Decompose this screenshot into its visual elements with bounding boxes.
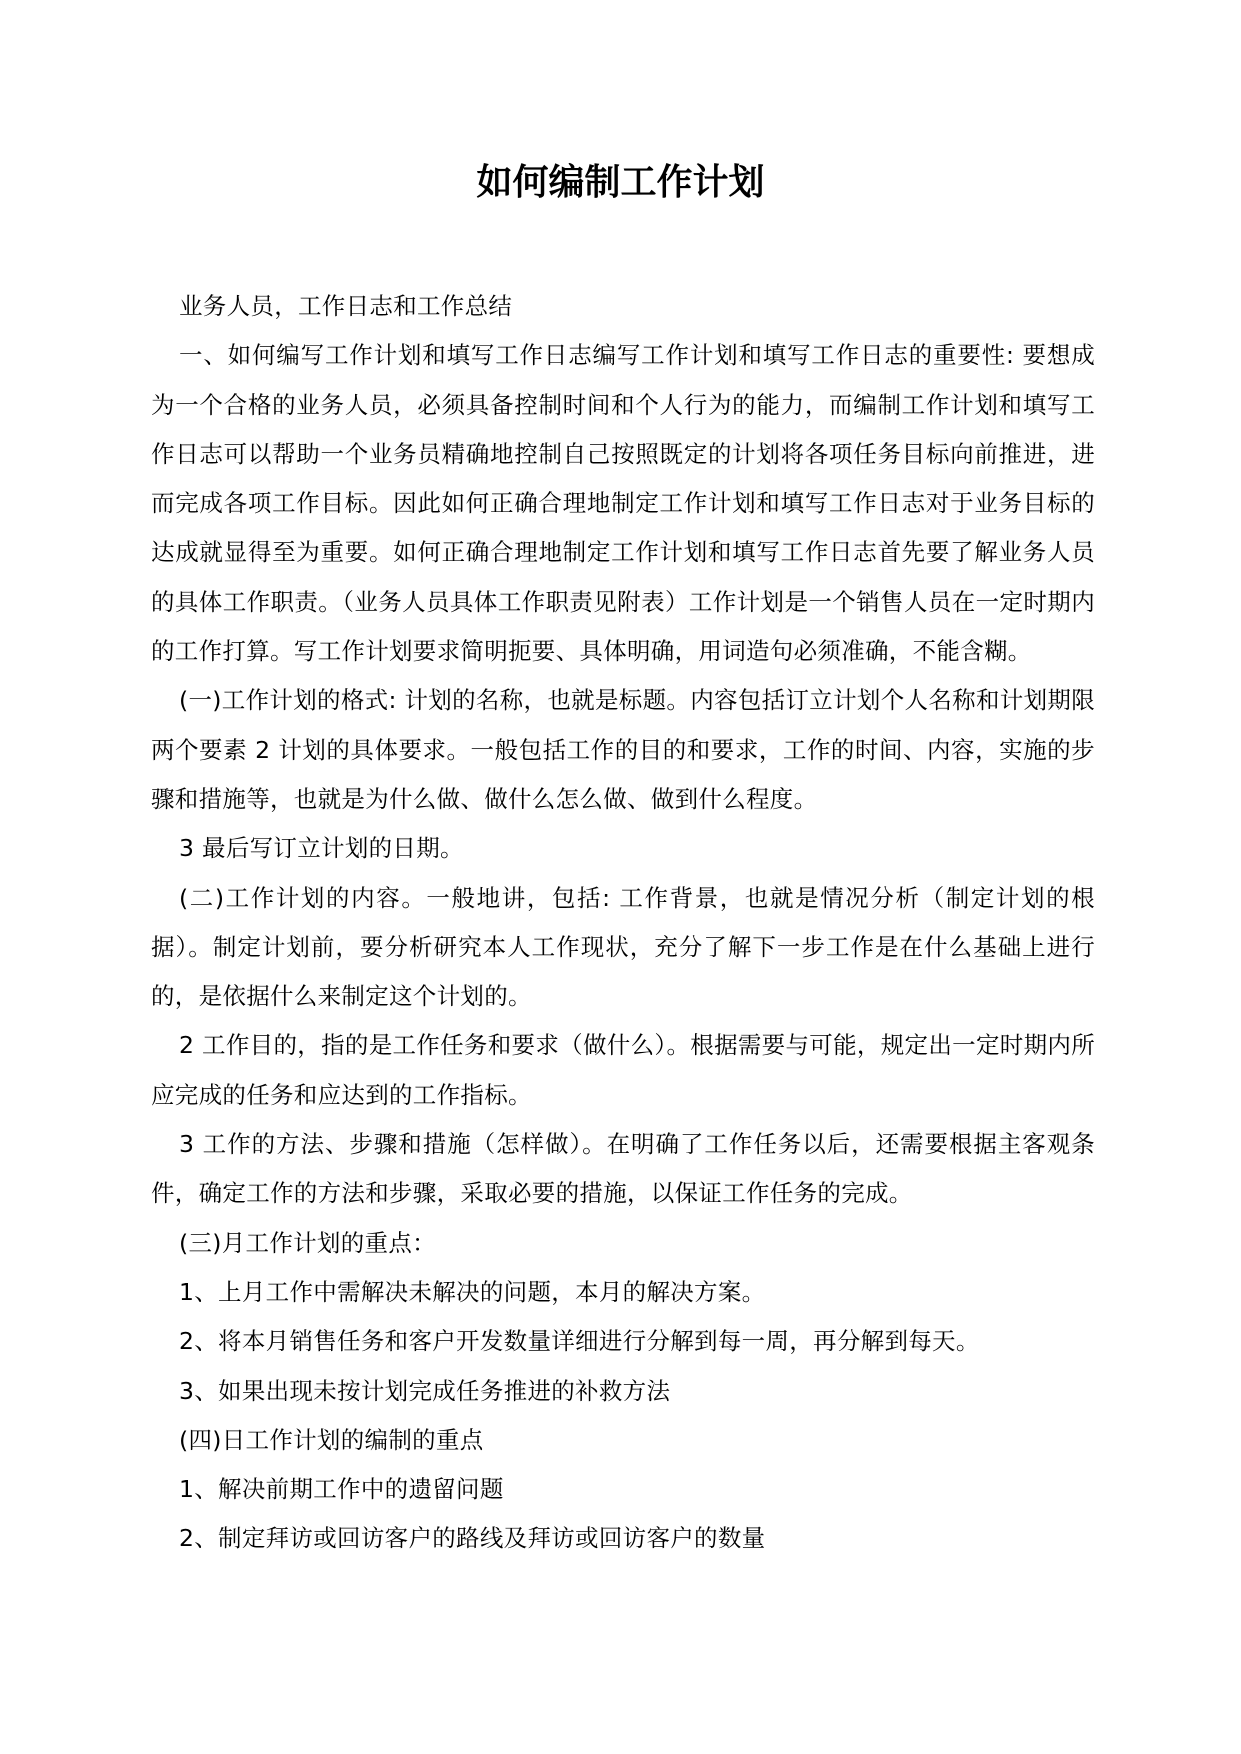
paragraph: 3、如果出现未按计划完成任务推进的补救方法 [179, 1376, 671, 1405]
paragraph: (三)月工作计划的重点： [179, 1228, 436, 1257]
paragraph: (一)工作计划的格式: 计划的名称，也就是标题。内容包括订立计划个人名称和计划期限两个要素 2 计划的具体要求。一般包括工作的目的和要求，工作的时间、内容，实施的步骤和措施等，也就是为什么做、做什么怎么做、做到什么程度。 [151, 686, 1095, 813]
paragraph: 业务人员，工作日志和工作总结 [179, 292, 513, 320]
paragraph: (二)工作计划的内容。一般地讲，包括: 工作背景，也就是情况分析（制定计划的根据）。制定计划前，要分析研究本人工作现状，充分了解下一步工作是在什么基础上进行的，是依据什么来制定这个计划的。 [151, 883, 1095, 1011]
paragraph: 3 工作的方法、步骤和措施（怎样做）。在明确了工作任务以后，还需要根据主客观条件，确定工作的方法和步骤，采取必要的措施，以保证工作任务的完成。 [151, 1130, 1095, 1208]
paragraph: 3 最后写订立计划的日期。 [179, 834, 464, 863]
paragraph: 1、解决前期工作中的遗留问题 [179, 1475, 504, 1504]
paragraph: 2 工作目的，指的是工作任务和要求（做什么）。根据需要与可能，规定出一定时期内所应完成的任务和应达到的工作指标。 [151, 1031, 1095, 1109]
paragraph: 一、如何编写工作计划和填写工作日志编写工作计划和填写工作日志的重要性: 要想成为一个合格的业务人员，必须具备控制时间和个人行为的能力，而编制工作计划和填写工作日志可以帮助一个业务员精确地控制自己按照既定的计划将各项任务目标向前推进，进而完成各项工作目标。因此如何正确合理地制定工作计划和填写工作日志对于业务目标的达成就显得至为重要。如何正确合理地制定工作计划和填写工作日志首先要了解业务人员的具体工作职责。（业务人员具体工作职责见附表）工作计划是一个销售人员在一定时期内的工作打算。写工作计划要求简明扼要、具体明确，用词造句必须准确，不能含糊。 [151, 341, 1095, 666]
paragraph: (四)日工作计划的编制的重点 [179, 1425, 484, 1454]
document-body [151, 282, 1095, 1564]
document-title: 如何编制工作计划 [476, 162, 765, 203]
paragraph: 2、将本月销售任务和客户开发数量详细进行分解到每一周，再分解到每天。 [179, 1327, 980, 1356]
paragraph: 1、上月工作中需解决未解决的问题，本月的解决方案。 [179, 1277, 766, 1306]
paragraph: 2、制定拜访或回访客户的路线及拜访或回访客户的数量 [179, 1524, 766, 1553]
